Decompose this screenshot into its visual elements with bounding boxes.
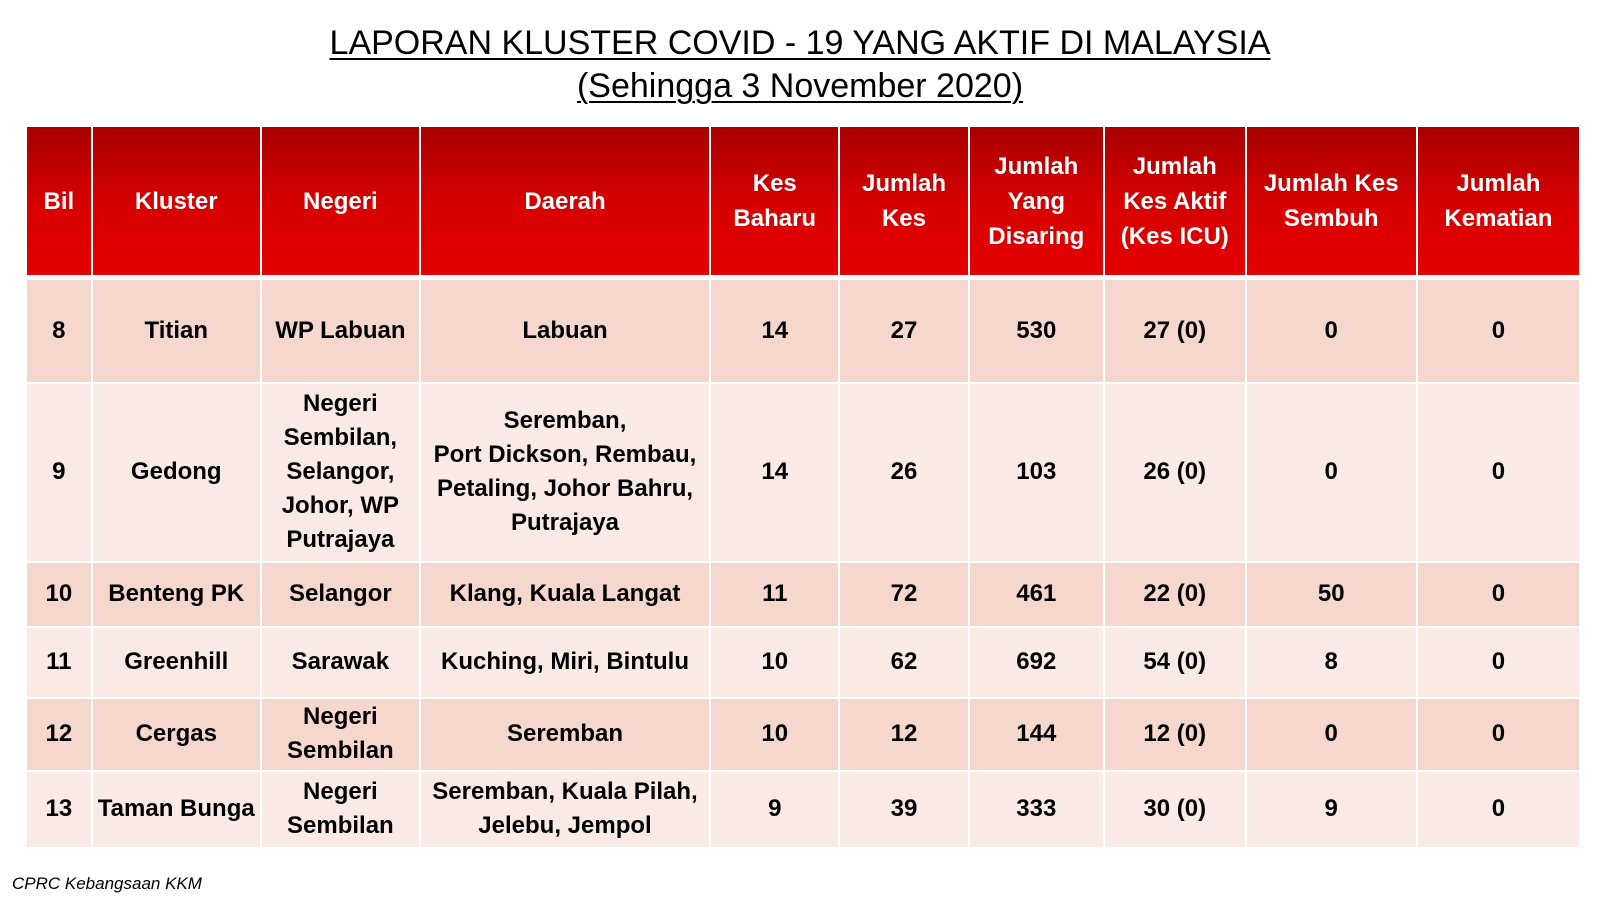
- cell-negeri: WP Labuan: [261, 278, 420, 383]
- source-footer: CPRC Kebangsaan KKM: [12, 874, 202, 893]
- table-row: [26, 698, 1580, 771]
- report-title: [0, 22, 1600, 108]
- cell-kes-aktif: 22 (0): [1104, 562, 1246, 627]
- cell-disaring: 692: [969, 627, 1104, 698]
- cell-kluster: Taman Bunga: [92, 771, 261, 848]
- cell-kematian: 0: [1417, 627, 1580, 698]
- cell-negeri: Negeri Sembilan: [261, 771, 420, 848]
- cell-daerah: Labuan: [420, 278, 710, 383]
- cell-kes-sembuh: 8: [1246, 627, 1417, 698]
- cell-kes-baharu: 10: [710, 698, 839, 771]
- cell-kes-baharu: 10: [710, 627, 839, 698]
- cell-jumlah-kes: 12: [839, 698, 968, 771]
- cell-disaring: 530: [969, 278, 1104, 383]
- header-kematian: Jumlah Kematian: [1417, 126, 1580, 278]
- cell-kematian: 0: [1417, 562, 1580, 627]
- cell-kes-baharu: 14: [710, 278, 839, 383]
- cell-kluster: Benteng PK: [92, 562, 261, 627]
- cell-disaring: 103: [969, 383, 1104, 562]
- cell-disaring: 333: [969, 771, 1104, 848]
- header-kes-sembuh: Jumlah Kes Sembuh: [1246, 126, 1417, 278]
- cell-bil: 12: [26, 698, 92, 771]
- cell-kes-aktif: 54 (0): [1104, 627, 1246, 698]
- cell-kes-aktif: 26 (0): [1104, 383, 1246, 562]
- cell-kes-aktif: 12 (0): [1104, 698, 1246, 771]
- cell-negeri: Negeri Sembilan: [261, 698, 420, 771]
- header-negeri: Negeri: [261, 126, 420, 278]
- cell-kluster: Cergas: [92, 698, 261, 771]
- cell-negeri: Sarawak: [261, 627, 420, 698]
- header-kes-baharu: Kes Baharu: [710, 126, 839, 278]
- cell-kluster: Greenhill: [92, 627, 261, 698]
- cell-kes-aktif: 27 (0): [1104, 278, 1246, 383]
- cell-kematian: 0: [1417, 278, 1580, 383]
- cell-kes-sembuh: 50: [1246, 562, 1417, 627]
- cell-bil: 8: [26, 278, 92, 383]
- cell-bil: 13: [26, 771, 92, 848]
- header-kluster: Kluster: [92, 126, 261, 278]
- table-row: [26, 627, 1580, 698]
- cell-kes-sembuh: 0: [1246, 278, 1417, 383]
- cell-daerah: Seremban: [420, 698, 710, 771]
- table-row: [26, 562, 1580, 627]
- cell-bil: 10: [26, 562, 92, 627]
- cell-kes-sembuh: 0: [1246, 698, 1417, 771]
- cluster-table: [25, 125, 1581, 849]
- cell-kes-aktif: 30 (0): [1104, 771, 1246, 848]
- cell-bil: 9: [26, 383, 92, 562]
- cell-disaring: 461: [969, 562, 1104, 627]
- header-bil: Bil: [26, 126, 92, 278]
- header-jumlah-kes: Jumlah Kes: [839, 126, 968, 278]
- cell-disaring: 144: [969, 698, 1104, 771]
- header-kes-aktif: Jumlah Kes Aktif (Kes ICU): [1104, 126, 1246, 278]
- cell-kematian: 0: [1417, 771, 1580, 848]
- table-row: [26, 278, 1580, 383]
- cell-jumlah-kes: 26: [839, 383, 968, 562]
- cell-kes-baharu: 11: [710, 562, 839, 627]
- cell-bil: 11: [26, 627, 92, 698]
- cell-kluster: Gedong: [92, 383, 261, 562]
- header-jumlah-disaring: Jumlah Yang Disaring: [969, 126, 1104, 278]
- table-row: [26, 383, 1580, 562]
- cell-negeri: Selangor: [261, 562, 420, 627]
- cell-daerah: Seremban, Port Dickson, Rembau, Petaling, Johor Bahru, Putrajaya: [420, 383, 710, 562]
- cell-jumlah-kes: 72: [839, 562, 968, 627]
- cell-daerah: Kuching, Miri, Bintulu: [420, 627, 710, 698]
- header-daerah: Daerah: [420, 126, 710, 278]
- cell-jumlah-kes: 27: [839, 278, 968, 383]
- cell-jumlah-kes: 39: [839, 771, 968, 848]
- header-row: [26, 126, 1580, 278]
- cell-jumlah-kes: 62: [839, 627, 968, 698]
- cell-kes-sembuh: 0: [1246, 383, 1417, 562]
- cell-kes-baharu: 14: [710, 383, 839, 562]
- title-line-1: LAPORAN KLUSTER COVID - 19 YANG AKTIF DI MALAYSIA: [329, 24, 1271, 62]
- title-line-2: (Sehingga 3 November 2020): [576, 67, 1024, 105]
- cell-negeri: Negeri Sembilan, Selangor, Johor, WP Putrajaya: [261, 383, 420, 562]
- cell-kematian: 0: [1417, 383, 1580, 562]
- cell-kes-sembuh: 9: [1246, 771, 1417, 848]
- table-row: [26, 771, 1580, 848]
- cell-daerah: Klang, Kuala Langat: [420, 562, 710, 627]
- cell-kematian: 0: [1417, 698, 1580, 771]
- cell-daerah: Seremban, Kuala Pilah, Jelebu, Jempol: [420, 771, 710, 848]
- cell-kluster: Titian: [92, 278, 261, 383]
- cell-kes-baharu: 9: [710, 771, 839, 848]
